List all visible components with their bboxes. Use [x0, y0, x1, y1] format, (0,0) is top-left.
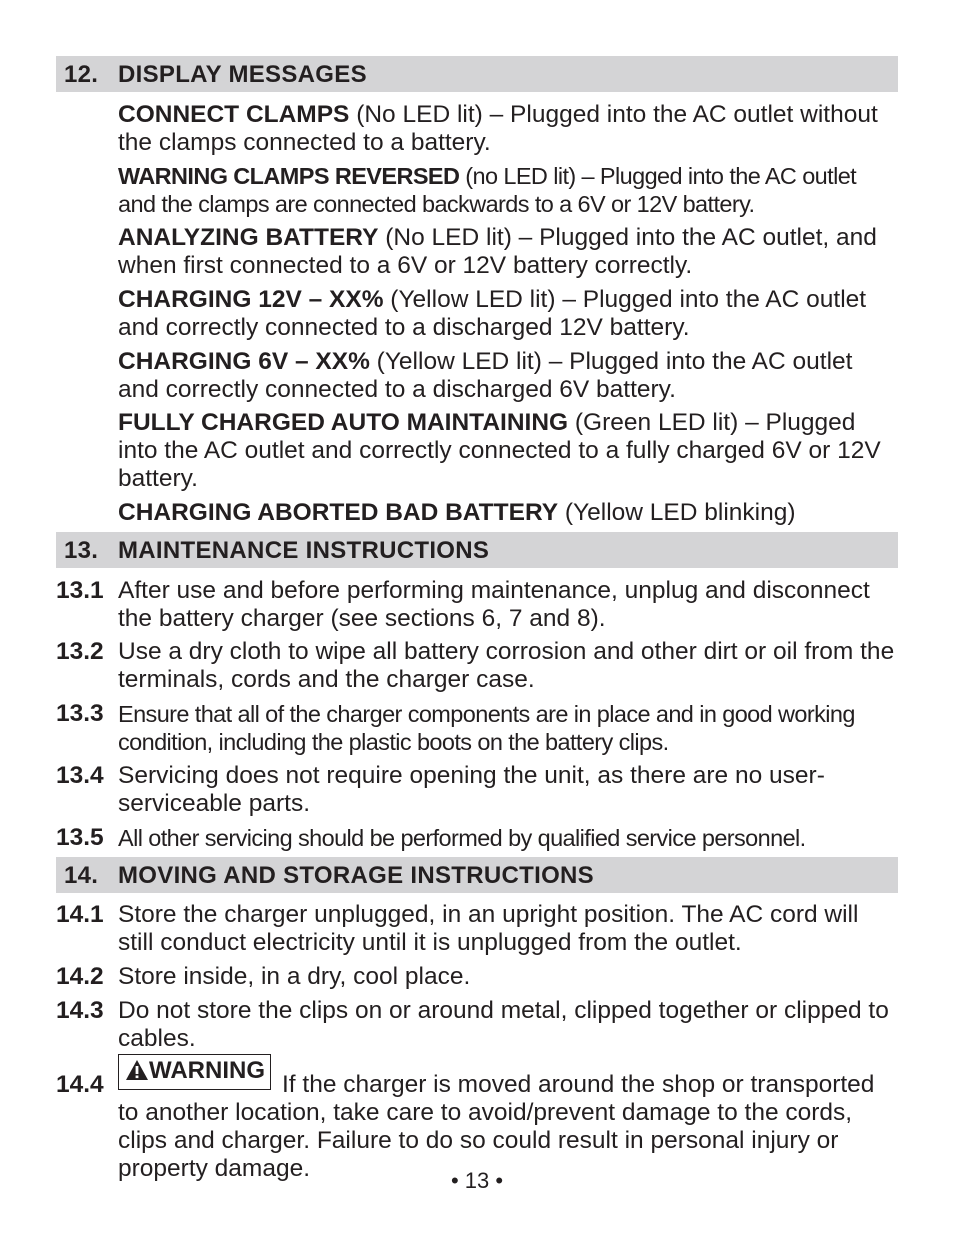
item-text: After use and before performing maintenance, unplug and disconnect the battery charger (see sections 6, 7 and 8). — [118, 577, 870, 632]
item-text: If the charger is moved around the shop or transported to another location, take care to avoid/prevent damage to the cords, clips and charger. Failure to do so could result in personal injury or property damage. — [118, 1071, 875, 1182]
message-desc: (Green LED lit) – Plugged into the AC outlet and correctly connected to a fully charged 6V or 12V battery. — [118, 409, 881, 492]
item-text: Store the charger unplugged, in an upright position. The AC cord will still conduct electricity until it is unplugged from the outlet. — [118, 901, 859, 956]
message-desc: (No LED lit) – Plugged into the AC outlet, and when first connected to a 6V or 12V battery correctly. — [118, 224, 877, 279]
message-warning-clamps-reversed — [118, 162, 898, 218]
section-title: MOVING AND STORAGE INSTRUCTIONS — [118, 862, 594, 889]
item-text: Ensure that all of the charger components are in place and in good working condition, including the plastic boots on the battery clips. — [118, 701, 855, 755]
message-label: WARNING CLAMPS REVERSED — [118, 163, 460, 189]
item-number: 13.4 — [56, 762, 104, 789]
message-desc: (no LED lit) – Plugged into the AC outlet and the clamps are connected backwards to a 6V or 12V battery. — [118, 163, 857, 217]
item-number: 13.1 — [56, 577, 104, 604]
section-number: 13. — [64, 537, 99, 564]
item-number: 13.5 — [56, 824, 104, 851]
section-title: MAINTENANCE INSTRUCTIONS — [118, 537, 490, 564]
item-number: 14.2 — [56, 963, 104, 990]
section-header-maintenance — [56, 532, 898, 568]
item-number: 13.3 — [56, 700, 104, 727]
page-number: • 13 • — [450, 1168, 504, 1193]
message-connect-clamps — [118, 101, 898, 157]
message-label: FULLY CHARGED AUTO MAINTAINING — [118, 409, 569, 436]
message-desc: (Yellow LED lit) – Plugged into the AC outlet and correctly connected to a discharged 6V battery. — [118, 348, 853, 403]
message-label: CHARGING 6V – XX% — [118, 348, 370, 375]
section-header-moving-storage — [56, 857, 898, 893]
message-charging-6v — [118, 348, 898, 404]
item-text: All other servicing should be performed by qualified service personnel. — [118, 825, 806, 851]
item-text: Servicing does not require opening the unit, as there are no user-serviceable parts. — [118, 762, 825, 817]
section-header-display-messages — [56, 56, 898, 92]
section-title: DISPLAY MESSAGES — [118, 61, 367, 88]
message-desc: (No LED lit) – Plugged into the AC outlet without the clamps connected to a battery. — [118, 101, 878, 156]
item-text: Store inside, in a dry, cool place. — [118, 963, 471, 990]
message-desc: (Yellow LED lit) – Plugged into the AC outlet and correctly connected to a discharged 12V battery. — [118, 286, 867, 341]
item-text: Do not store the clips on or around metal, clipped together or clipped to cables. — [118, 997, 889, 1052]
item-number: 14.1 — [56, 901, 104, 928]
message-charging-aborted — [118, 499, 898, 527]
section-number: 12. — [64, 61, 99, 88]
message-analyzing-battery — [118, 224, 898, 280]
item-text: Use a dry cloth to wipe all battery corrosion and other dirt or oil from the terminals, cords and the charger case. — [118, 638, 895, 693]
item-number: 14.3 — [56, 997, 104, 1024]
message-label: CHARGING ABORTED BAD BATTERY — [118, 499, 559, 526]
message-label: CHARGING 12V – XX% — [118, 286, 384, 313]
item-number: 14.4 — [56, 1071, 104, 1098]
message-label: ANALYZING BATTERY — [118, 224, 379, 251]
section-number: 14. — [64, 862, 99, 889]
message-charging-12v — [118, 286, 898, 342]
item-number: 13.2 — [56, 638, 104, 665]
message-label: CONNECT CLAMPS — [118, 101, 350, 128]
warning-label: WARNING — [149, 1057, 265, 1084]
message-desc: (Yellow LED blinking) — [558, 499, 796, 526]
message-fully-charged — [118, 409, 898, 493]
